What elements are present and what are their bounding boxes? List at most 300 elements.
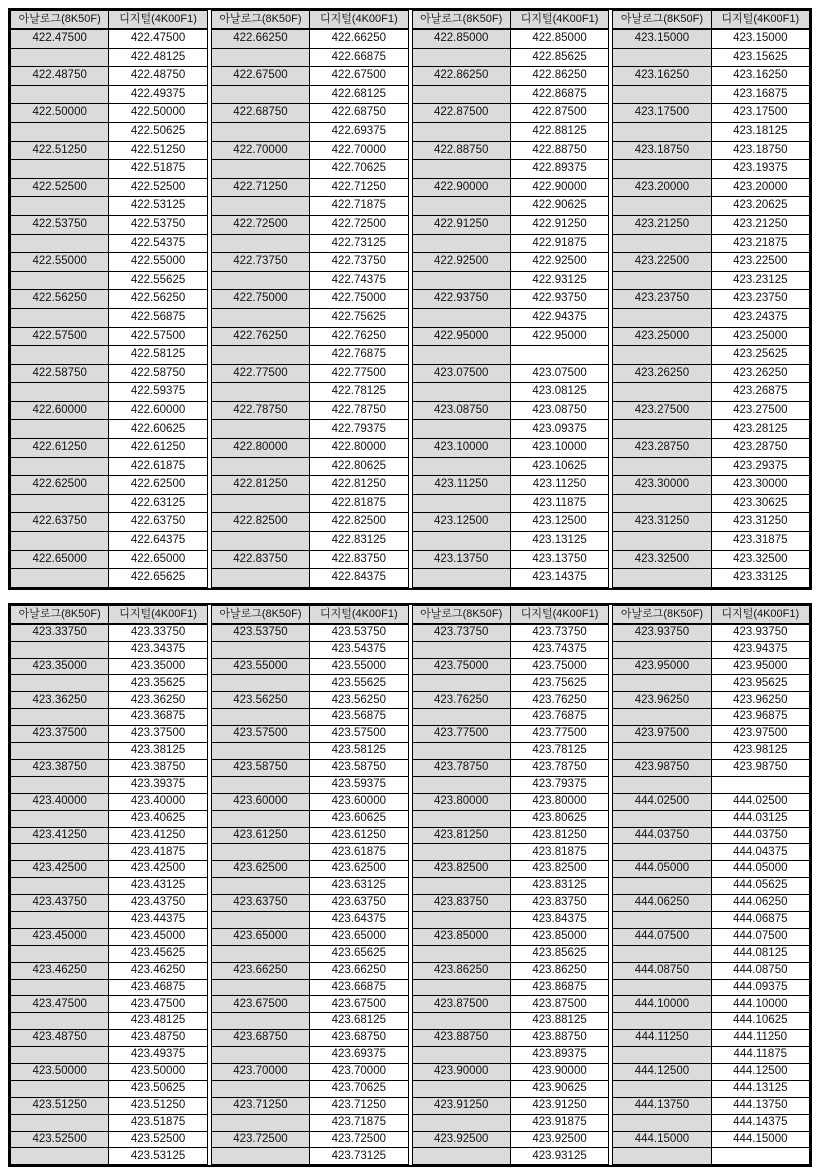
analog-frequency-cell: 423.80000 [412, 793, 510, 810]
table-row [412, 1131, 609, 1148]
table-row [11, 346, 208, 365]
table-row [613, 364, 810, 383]
table-row [613, 253, 810, 272]
digital-frequency-cell: 444.15000 [711, 1131, 809, 1148]
table-row [412, 743, 609, 760]
digital-frequency-cell: 422.92500 [510, 253, 608, 272]
digital-frequency-cell: 423.83750 [510, 895, 608, 912]
table-row [11, 85, 208, 104]
analog-frequency-cell: 423.91250 [412, 1097, 510, 1114]
analog-frequency-cell: 444.13750 [613, 1097, 711, 1114]
analog-frequency-cell [211, 844, 309, 861]
table-row [613, 624, 810, 641]
table-row [613, 457, 810, 476]
digital-frequency-cell: 423.50000 [109, 1063, 207, 1080]
analog-column-header: 아날로그(8K50F) [11, 11, 109, 30]
digital-frequency-cell: 422.72500 [310, 215, 408, 234]
digital-frequency-cell: 423.90625 [510, 1080, 608, 1097]
table-row [412, 793, 609, 810]
analog-frequency-cell [211, 675, 309, 692]
digital-frequency-cell: 422.68125 [310, 85, 408, 104]
analog-frequency-cell: 423.86250 [412, 962, 510, 979]
table-row [11, 962, 208, 979]
analog-frequency-cell [11, 743, 109, 760]
table-row [211, 709, 408, 726]
analog-frequency-cell [211, 776, 309, 793]
table-row [613, 895, 810, 912]
digital-frequency-cell: 423.12500 [510, 513, 608, 532]
table-row [211, 141, 408, 160]
table-row [613, 793, 810, 810]
digital-frequency-cell: 422.80625 [310, 457, 408, 476]
analog-frequency-cell: 423.76250 [412, 692, 510, 709]
analog-frequency-cell: 422.80000 [211, 439, 309, 458]
table-row [412, 178, 609, 197]
table-row [613, 1114, 810, 1131]
table-row [11, 67, 208, 86]
digital-frequency-cell: 423.69375 [310, 1047, 408, 1064]
analog-frequency-cell [211, 743, 309, 760]
analog-frequency-cell: 423.45000 [11, 928, 109, 945]
digital-frequency-cell: 423.15625 [711, 48, 809, 67]
table-row [613, 85, 810, 104]
table-row [412, 1097, 609, 1114]
analog-frequency-cell [613, 308, 711, 327]
analog-frequency-cell: 423.25000 [613, 327, 711, 346]
table-row [11, 1080, 208, 1097]
analog-frequency-cell: 423.12500 [412, 513, 510, 532]
table-row [613, 979, 810, 996]
analog-frequency-cell [11, 641, 109, 658]
table-row [613, 122, 810, 141]
analog-frequency-cell [412, 271, 510, 290]
analog-frequency-cell: 423.87500 [412, 996, 510, 1013]
table-row [211, 979, 408, 996]
analog-frequency-cell: 422.65000 [11, 550, 109, 569]
analog-frequency-cell [412, 1080, 510, 1097]
digital-frequency-cell: 423.08125 [510, 383, 608, 402]
digital-frequency-cell: 423.94375 [711, 641, 809, 658]
analog-frequency-cell [211, 1080, 309, 1097]
digital-frequency-cell: 423.51875 [109, 1114, 207, 1131]
analog-frequency-cell: 423.53750 [211, 624, 309, 641]
analog-frequency-cell [11, 1148, 109, 1165]
table-row [211, 160, 408, 179]
table-row [613, 160, 810, 179]
digital-frequency-cell: 422.74375 [310, 271, 408, 290]
digital-frequency-cell: 422.75000 [310, 290, 408, 309]
analog-frequency-cell [412, 383, 510, 402]
table-row [613, 48, 810, 67]
table-row [11, 383, 208, 402]
digital-frequency-cell: 423.34375 [109, 641, 207, 658]
analog-frequency-cell: 423.41250 [11, 827, 109, 844]
table-row [613, 234, 810, 253]
header-row [211, 11, 408, 30]
table-row [211, 532, 408, 551]
table-row [211, 494, 408, 513]
analog-frequency-cell [211, 569, 309, 588]
digital-frequency-cell: 423.65000 [310, 928, 408, 945]
analog-frequency-cell [11, 420, 109, 439]
digital-frequency-cell: 423.20000 [711, 178, 809, 197]
analog-frequency-cell: 422.67500 [211, 67, 309, 86]
digital-frequency-cell: 422.94375 [510, 308, 608, 327]
table-row [613, 726, 810, 743]
digital-frequency-cell: 423.43750 [109, 895, 207, 912]
analog-frequency-cell [613, 743, 711, 760]
table-row [613, 1063, 810, 1080]
analog-frequency-cell: 423.96250 [613, 692, 711, 709]
table-row [211, 253, 408, 272]
analog-frequency-cell [412, 810, 510, 827]
analog-frequency-cell [412, 160, 510, 179]
digital-frequency-cell: 422.87500 [510, 104, 608, 123]
digital-frequency-cell: 423.70000 [310, 1063, 408, 1080]
analog-frequency-cell [11, 271, 109, 290]
digital-frequency-cell: 422.54375 [109, 234, 207, 253]
analog-column-header: 아날로그(8K50F) [211, 605, 309, 624]
digital-frequency-cell: 423.64375 [310, 911, 408, 928]
table-row [211, 67, 408, 86]
table-row [211, 234, 408, 253]
digital-frequency-cell: 423.66875 [310, 979, 408, 996]
analog-frequency-cell: 422.81250 [211, 476, 309, 495]
digital-frequency-cell: 423.90000 [510, 1063, 608, 1080]
analog-frequency-cell [211, 160, 309, 179]
analog-frequency-cell: 422.53750 [11, 215, 109, 234]
table-row [211, 743, 408, 760]
analog-frequency-cell: 423.48750 [11, 1030, 109, 1047]
table-row [412, 234, 609, 253]
analog-frequency-cell [412, 911, 510, 928]
analog-frequency-cell [211, 979, 309, 996]
analog-frequency-cell: 423.43750 [11, 895, 109, 912]
analog-frequency-cell: 422.50000 [11, 104, 109, 123]
table-row [211, 290, 408, 309]
digital-frequency-cell: 423.50625 [109, 1080, 207, 1097]
digital-frequency-cell: 423.52500 [109, 1131, 207, 1148]
digital-frequency-cell: 422.71250 [310, 178, 408, 197]
analog-frequency-cell: 423.78750 [412, 759, 510, 776]
table-row [613, 675, 810, 692]
digital-frequency-cell: 423.51250 [109, 1097, 207, 1114]
digital-frequency-cell: 422.66875 [310, 48, 408, 67]
analog-frequency-cell [211, 420, 309, 439]
digital-frequency-cell: 422.78125 [310, 383, 408, 402]
digital-frequency-cell: 423.72500 [310, 1131, 408, 1148]
analog-frequency-cell: 423.71250 [211, 1097, 309, 1114]
table-row [613, 928, 810, 945]
analog-frequency-cell: 423.92500 [412, 1131, 510, 1148]
digital-frequency-cell: 422.56875 [109, 308, 207, 327]
table-row [613, 550, 810, 569]
analog-frequency-cell [11, 532, 109, 551]
table-row [11, 793, 208, 810]
digital-frequency-cell: 422.63750 [109, 513, 207, 532]
digital-frequency-cell: 423.91250 [510, 1097, 608, 1114]
analog-frequency-cell [613, 122, 711, 141]
table-row [613, 178, 810, 197]
digital-frequency-cell: 422.52500 [109, 178, 207, 197]
analog-frequency-cell [211, 48, 309, 67]
digital-frequency-cell: 423.86250 [510, 962, 608, 979]
channel-pair-table [612, 10, 810, 588]
digital-frequency-cell: 422.68750 [310, 104, 408, 123]
analog-frequency-cell [11, 1047, 109, 1064]
analog-frequency-cell [11, 709, 109, 726]
digital-frequency-cell: 423.55000 [310, 658, 408, 675]
digital-frequency-cell: 423.78750 [510, 759, 608, 776]
frequency-table-2 [8, 603, 812, 1168]
analog-frequency-cell [412, 844, 510, 861]
digital-frequency-cell: 423.91875 [510, 1114, 608, 1131]
table-row [412, 290, 609, 309]
digital-frequency-cell: 423.88750 [510, 1030, 608, 1047]
table-row [412, 420, 609, 439]
analog-frequency-cell [412, 569, 510, 588]
analog-frequency-cell [412, 979, 510, 996]
table-row [613, 383, 810, 402]
analog-frequency-cell [613, 383, 711, 402]
table-row [11, 759, 208, 776]
digital-frequency-cell: 423.16250 [711, 67, 809, 86]
analog-frequency-cell [412, 197, 510, 216]
analog-frequency-cell: 423.70000 [211, 1063, 309, 1080]
analog-frequency-cell: 422.88750 [412, 141, 510, 160]
digital-frequency-cell: 444.08750 [711, 962, 809, 979]
table-row [613, 658, 810, 675]
digital-frequency-cell: 423.41250 [109, 827, 207, 844]
analog-frequency-cell [412, 1148, 510, 1165]
digital-frequency-cell: 423.81250 [510, 827, 608, 844]
table-row [613, 141, 810, 160]
digital-frequency-cell: 422.77500 [310, 364, 408, 383]
digital-frequency-cell: 423.93750 [711, 624, 809, 641]
table-row [11, 290, 208, 309]
digital-frequency-cell: 423.26875 [711, 383, 809, 402]
analog-frequency-cell: 422.95000 [412, 327, 510, 346]
table-row [211, 104, 408, 123]
digital-frequency-cell: 423.96250 [711, 692, 809, 709]
analog-frequency-cell [412, 532, 510, 551]
analog-frequency-cell [211, 383, 309, 402]
table-row [11, 1131, 208, 1148]
digital-frequency-cell: 422.71875 [310, 197, 408, 216]
analog-frequency-cell: 422.90000 [412, 178, 510, 197]
analog-column-header: 아날로그(8K50F) [412, 11, 510, 30]
table-row [613, 104, 810, 123]
analog-frequency-cell: 423.60000 [211, 793, 309, 810]
digital-frequency-cell: 444.06250 [711, 895, 809, 912]
analog-frequency-cell [613, 1148, 711, 1165]
digital-frequency-cell: 422.65000 [109, 550, 207, 569]
digital-frequency-cell: 423.46875 [109, 979, 207, 996]
analog-frequency-cell [412, 878, 510, 895]
analog-frequency-cell: 422.66250 [211, 29, 309, 48]
digital-frequency-cell: 423.85625 [510, 945, 608, 962]
digital-frequency-cell: 422.89375 [510, 160, 608, 179]
channel-pair-table [211, 10, 409, 588]
table-row [11, 996, 208, 1013]
analog-frequency-cell: 422.48750 [11, 67, 109, 86]
analog-frequency-cell [613, 844, 711, 861]
header-row [412, 11, 609, 30]
table-row [613, 439, 810, 458]
table-row [11, 878, 208, 895]
table-row [412, 327, 609, 346]
digital-frequency-cell: 422.66250 [310, 29, 408, 48]
digital-frequency-cell: 422.86875 [510, 85, 608, 104]
digital-frequency-cell: 423.71250 [310, 1097, 408, 1114]
digital-frequency-cell: 423.46250 [109, 962, 207, 979]
analog-frequency-cell: 423.62500 [211, 861, 309, 878]
table-row [11, 457, 208, 476]
table-row [11, 122, 208, 141]
table-row [11, 692, 208, 709]
table-row [211, 327, 408, 346]
table-row [412, 569, 609, 588]
digital-frequency-cell: 423.21250 [711, 215, 809, 234]
analog-frequency-cell [613, 160, 711, 179]
digital-frequency-cell: 422.91875 [510, 234, 608, 253]
channel-pair-table [10, 10, 208, 588]
table-row [613, 945, 810, 962]
analog-frequency-cell [11, 810, 109, 827]
table-row [211, 178, 408, 197]
analog-frequency-cell: 422.73750 [211, 253, 309, 272]
table-row [211, 1131, 408, 1148]
table-row [211, 1047, 408, 1064]
table-row [211, 197, 408, 216]
table-row [211, 895, 408, 912]
analog-frequency-cell [211, 1013, 309, 1030]
analog-frequency-cell: 422.78750 [211, 401, 309, 420]
analog-frequency-cell [613, 457, 711, 476]
analog-frequency-cell: 423.13750 [412, 550, 510, 569]
table-row [412, 979, 609, 996]
digital-frequency-cell: 444.14375 [711, 1114, 809, 1131]
digital-frequency-cell: 423.28750 [711, 439, 809, 458]
table-row [11, 327, 208, 346]
table-row [11, 29, 208, 48]
digital-frequency-cell: 422.58125 [109, 346, 207, 365]
digital-frequency-cell: 422.60625 [109, 420, 207, 439]
digital-frequency-cell: 422.55625 [109, 271, 207, 290]
table-row [412, 1114, 609, 1131]
analog-frequency-cell: 423.61250 [211, 827, 309, 844]
digital-frequency-cell: 422.73125 [310, 234, 408, 253]
table-row [412, 726, 609, 743]
digital-frequency-cell: 423.78125 [510, 743, 608, 760]
analog-frequency-cell: 444.10000 [613, 996, 711, 1013]
analog-frequency-cell [11, 122, 109, 141]
table-row [211, 1148, 408, 1165]
table-row [211, 911, 408, 928]
table-row [11, 624, 208, 641]
digital-frequency-cell: 444.02500 [711, 793, 809, 810]
analog-frequency-cell: 422.58750 [11, 364, 109, 383]
header-row [412, 605, 609, 624]
digital-frequency-cell: 423.93125 [510, 1148, 608, 1165]
digital-frequency-cell: 423.76250 [510, 692, 608, 709]
digital-frequency-cell: 422.48125 [109, 48, 207, 67]
table-row [211, 364, 408, 383]
table-row [11, 160, 208, 179]
analog-frequency-cell: 423.65000 [211, 928, 309, 945]
header-row [11, 605, 208, 624]
analog-frequency-cell: 444.06250 [613, 895, 711, 912]
digital-frequency-cell: 444.12500 [711, 1063, 809, 1080]
digital-frequency-cell: 423.35000 [109, 658, 207, 675]
analog-frequency-cell [211, 494, 309, 513]
analog-frequency-cell [613, 494, 711, 513]
analog-column-header: 아날로그(8K50F) [211, 11, 309, 30]
analog-frequency-cell [412, 494, 510, 513]
table-row [412, 861, 609, 878]
table-row [211, 776, 408, 793]
analog-frequency-cell [211, 532, 309, 551]
analog-frequency-cell [11, 308, 109, 327]
analog-column-header: 아날로그(8K50F) [11, 605, 109, 624]
analog-frequency-cell [211, 85, 309, 104]
digital-frequency-cell: 423.31250 [711, 513, 809, 532]
table-row [412, 709, 609, 726]
analog-frequency-cell: 423.07500 [412, 364, 510, 383]
digital-frequency-cell: 423.42500 [109, 861, 207, 878]
table-row [11, 709, 208, 726]
digital-frequency-cell: 422.88750 [510, 141, 608, 160]
table-row [11, 476, 208, 495]
digital-frequency-cell: 423.26250 [711, 364, 809, 383]
digital-frequency-cell: 422.48750 [109, 67, 207, 86]
analog-frequency-cell: 423.42500 [11, 861, 109, 878]
table-row [412, 122, 609, 141]
analog-frequency-cell: 422.92500 [412, 253, 510, 272]
table-row [412, 1148, 609, 1165]
analog-frequency-cell: 444.15000 [613, 1131, 711, 1148]
table-row [11, 1047, 208, 1064]
table-row [613, 1047, 810, 1064]
analog-frequency-cell [412, 1114, 510, 1131]
analog-frequency-cell: 423.08750 [412, 401, 510, 420]
table-row [412, 85, 609, 104]
digital-frequency-cell: 423.80000 [510, 793, 608, 810]
digital-column-header: 디지털(4K00F1) [510, 605, 608, 624]
table-row [211, 308, 408, 327]
digital-frequency-cell: 422.65625 [109, 569, 207, 588]
digital-frequency-cell: 423.07500 [510, 364, 608, 383]
digital-frequency-cell: 423.27500 [711, 401, 809, 420]
table-row [11, 532, 208, 551]
analog-frequency-cell [11, 160, 109, 179]
digital-frequency-cell: 444.10625 [711, 1013, 809, 1030]
analog-frequency-cell [613, 234, 711, 253]
digital-frequency-cell: 423.92500 [510, 1131, 608, 1148]
analog-frequency-cell: 422.75000 [211, 290, 309, 309]
table-row [613, 759, 810, 776]
digital-frequency-cell: 423.40625 [109, 810, 207, 827]
digital-frequency-cell: 423.19375 [711, 160, 809, 179]
analog-frequency-cell: 423.20000 [613, 178, 711, 197]
digital-frequency-cell: 422.50000 [109, 104, 207, 123]
table-row [11, 364, 208, 383]
table-row [412, 197, 609, 216]
digital-frequency-cell: 423.11250 [510, 476, 608, 495]
table-row [11, 420, 208, 439]
digital-frequency-cell: 423.17500 [711, 104, 809, 123]
digital-frequency-cell: 423.62500 [310, 861, 408, 878]
